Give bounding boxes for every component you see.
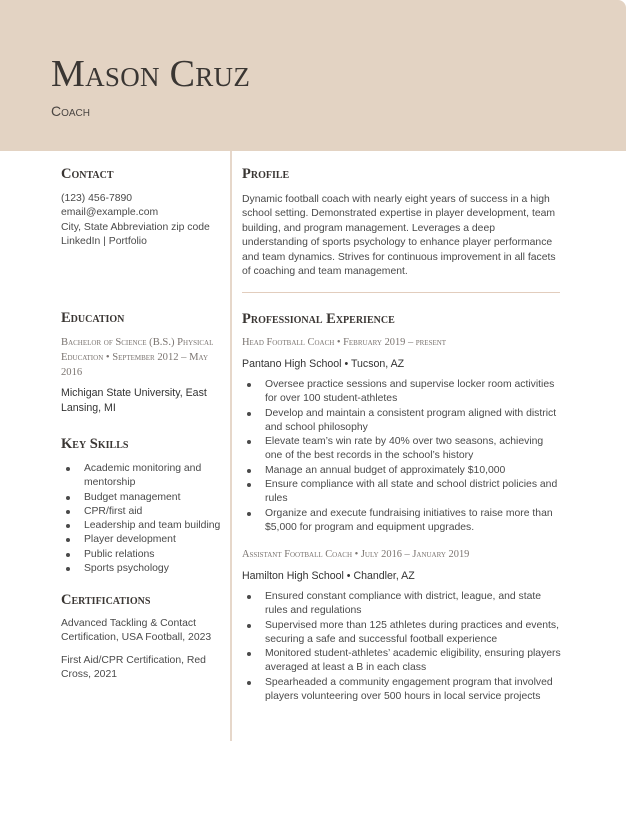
address: City, State Abbreviation zip code [61,221,210,233]
job-bullet: Manage an annual budget of approximately $10,000 [242,464,562,478]
certifications-heading: Certifications [61,592,151,608]
certification-item: Advanced Tackling & Contact Certification, USA Football, 2023 [61,618,212,644]
job-bullet: Ensure compliance with all state and school district policies and rules [242,478,562,507]
job-bullet: Oversee practice sessions and supervise locker room activities for over 100 student-athletes [242,378,562,407]
degree-line: Bachelor of Science (B.S.) Physical [61,337,214,348]
job-bullet: Supervised more than 125 athletes during practices and events, securing a safe and successful football experience [242,619,562,648]
candidate-title: Coach [51,103,91,119]
school-line: Lansing, MI [61,401,116,414]
skills-list [61,462,231,576]
degree-line: Education • September 2012 – May [61,352,209,363]
profile-summary: Dynamic football coach with nearly eight years of success in a high school setting. Demonstrated expertise in player development, team building, and program management. Leverages a deep understanding of sports psychology to enhance player performance and team dynamics. Strives for continuous improvement in all facets of coaching and team management. [242,194,556,278]
degree-line: 2016 [61,367,83,378]
school-line: Michigan State University, East [61,387,207,399]
profile-links[interactable]: LinkedIn | Portfolio [61,235,147,247]
skill-item: Leadership and team building [61,519,231,533]
job-bullet: Ensured constant compliance with district, league, and state rules and regulations [242,590,562,619]
skill-item: Academic monitoring and mentorship [61,462,211,491]
job-title: Assistant Football Coach • July 2016 – January 2019 [242,549,470,560]
job-bullet: Elevate team’s win rate by 40% over two seasons, achieving one of the best records in the school’s history [242,435,562,464]
candidate-name: Mason Cruz [51,53,251,95]
profile-heading: Profile [242,166,290,182]
skill-item: Budget management [61,491,231,505]
job-bullet: Develop and maintain a consistent program aligned with district and school philosophy [242,407,562,436]
phone: (123) 456-7890 [61,193,133,204]
contact-section [61,192,210,249]
education-heading: Education [61,310,125,326]
job-bullets [242,378,562,535]
certification-item: First Aid/CPR Certification, Red Cross, 2021 [61,655,206,681]
skill-item: Public relations [61,548,231,562]
skill-item: Sports psychology [61,562,231,576]
job-title: Head Football Coach • February 2019 – present [242,337,447,348]
skill-item: Player development [61,533,231,547]
experience-heading: Professional Experience [242,311,395,327]
job-bullet: Organize and execute fundraising initiatives to raise more than $5,000 for program and equipment upgrades. [242,507,562,536]
email[interactable]: email@example.com [61,207,159,219]
section-divider [242,292,560,293]
job-organization: Pantano High School • Tucson, AZ [242,358,405,370]
education-degree [61,335,223,380]
job-bullet: Monitored student-athletes’ academic eligibility, ensuring players averaged at least a B in each class [242,647,562,676]
column-divider [230,151,232,741]
job-bullet: Spearheaded a community engagement program that involved players volunteering over 500 hours in local service projects [242,676,562,705]
job-bullets [242,590,562,704]
skills-heading: Key Skills [61,436,129,452]
contact-heading: Contact [61,166,114,182]
skill-item: CPR/first aid [61,505,231,519]
resume-header [0,0,626,151]
education-school [61,386,221,415]
job-organization: Hamilton High School • Chandler, AZ [242,570,415,582]
